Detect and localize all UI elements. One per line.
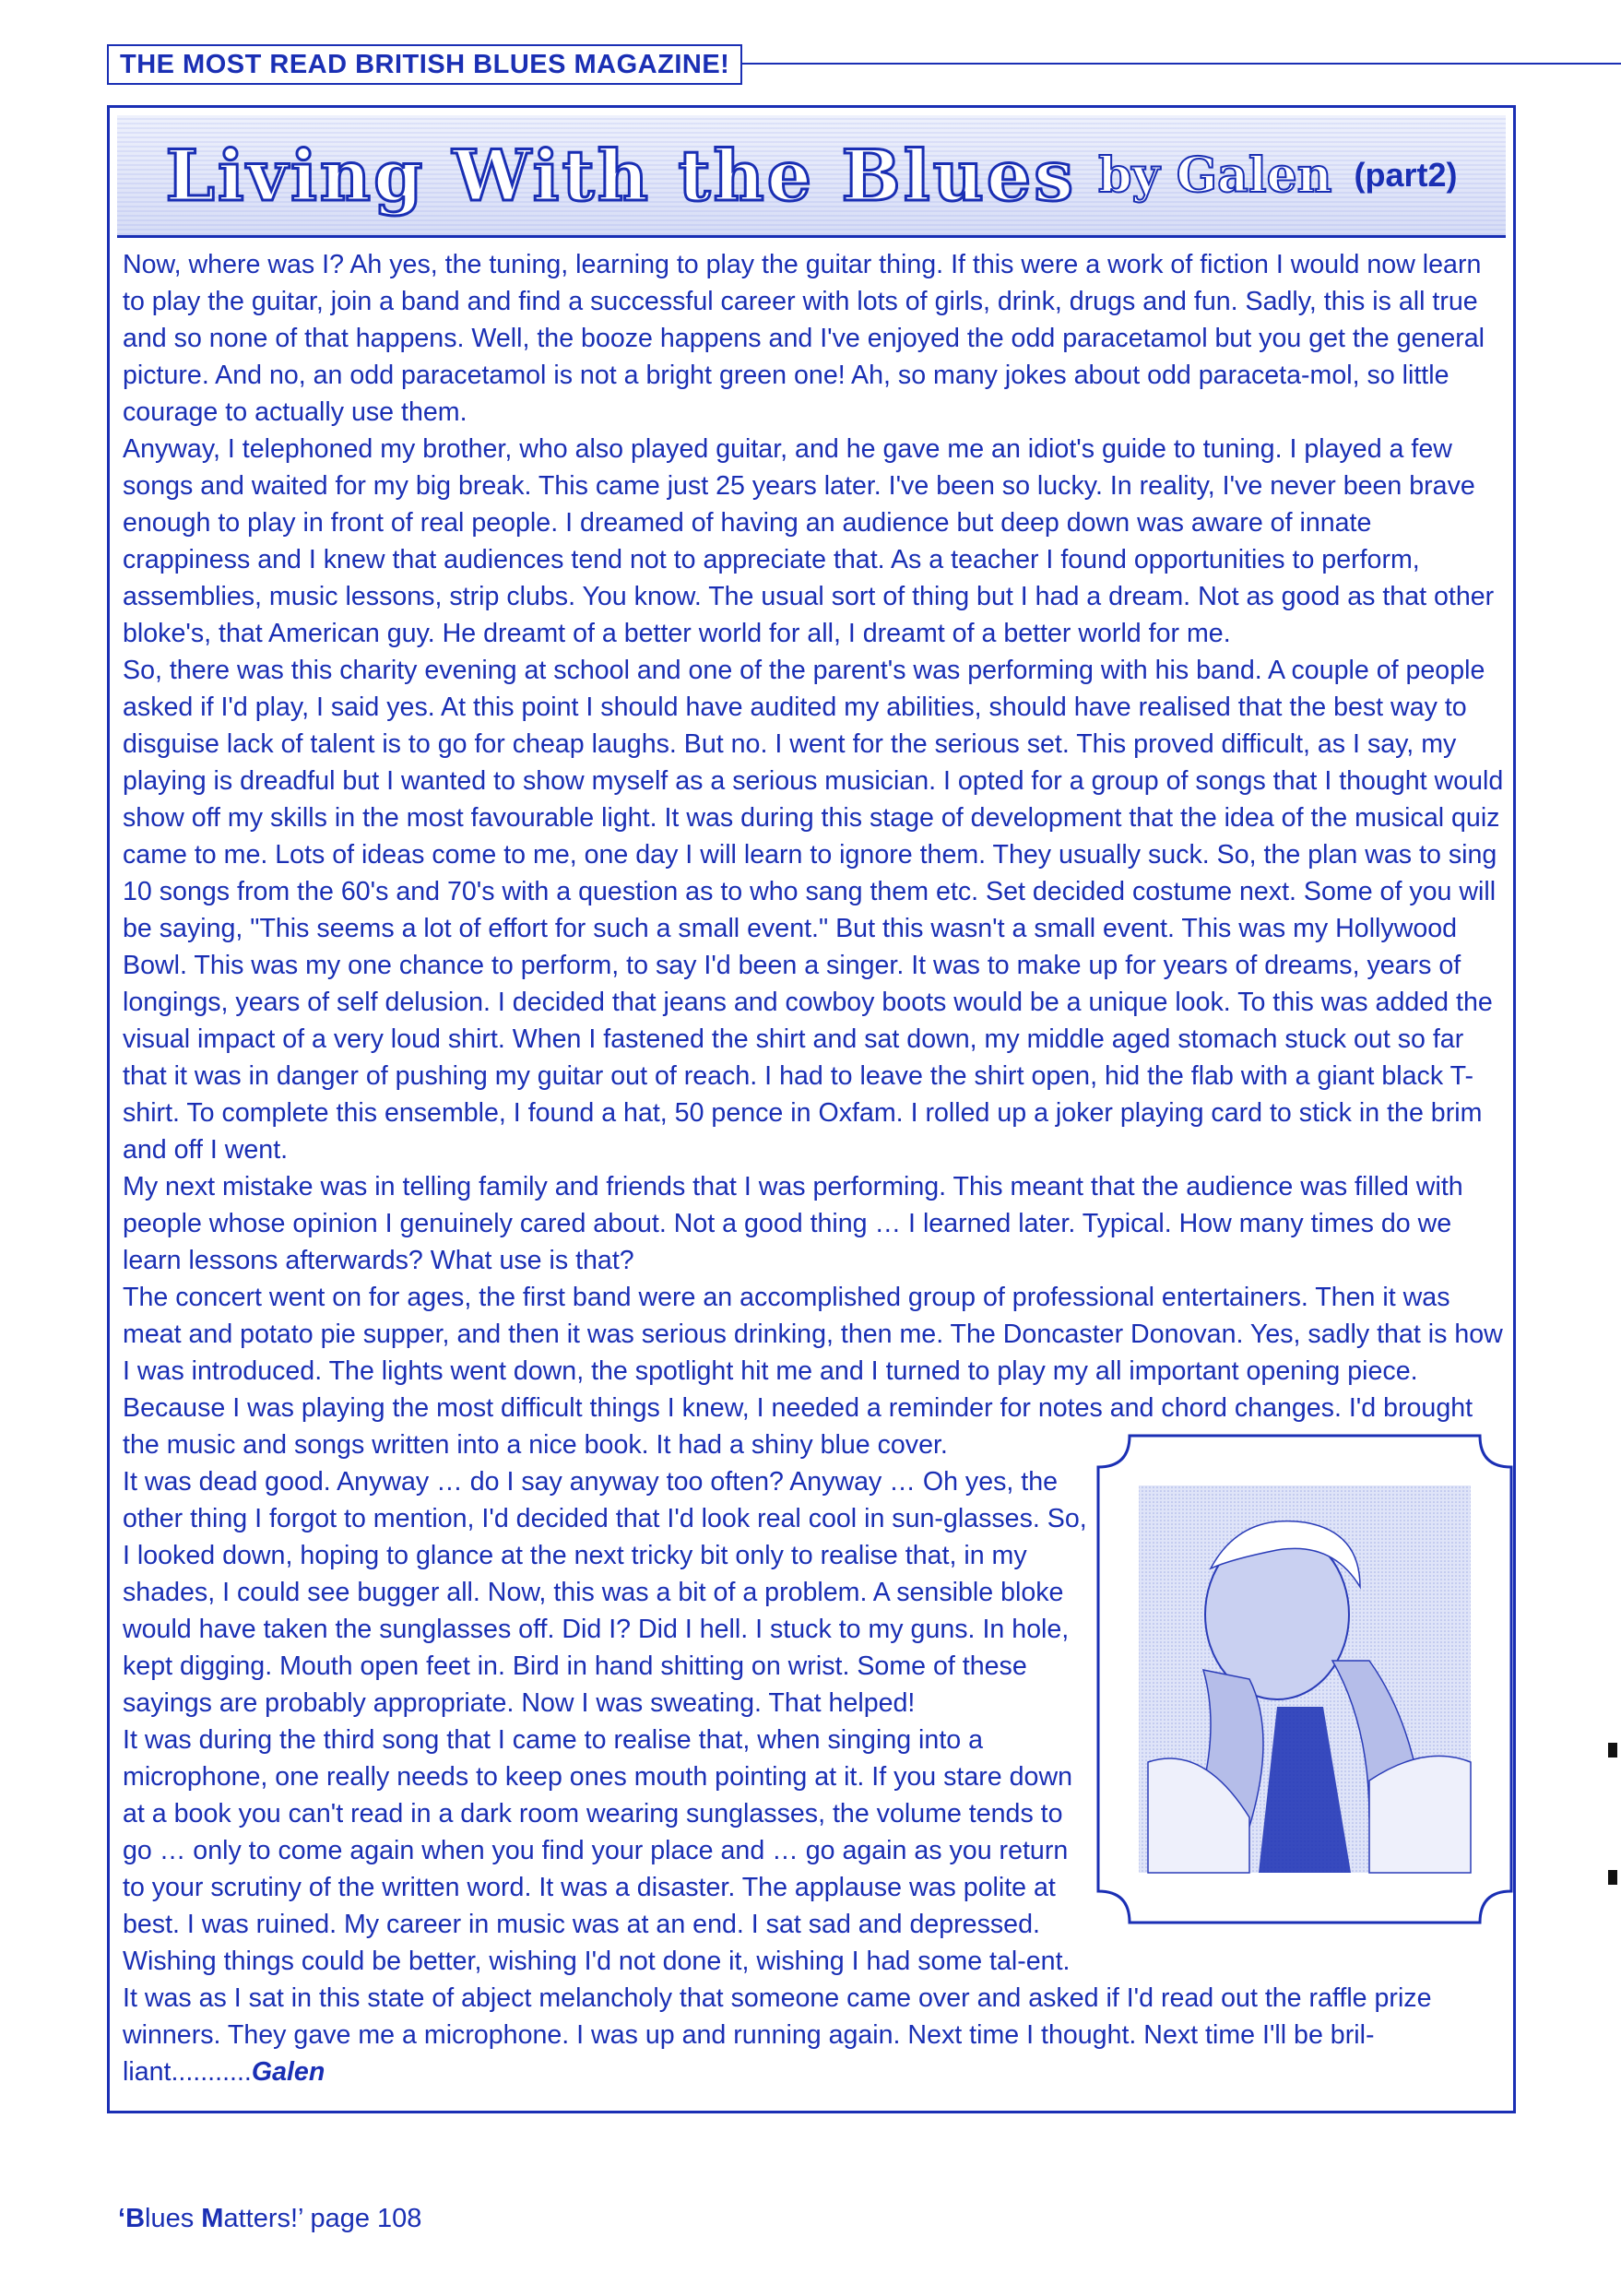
article-byline: by Galen: [1098, 147, 1332, 204]
article-part: (part2): [1354, 156, 1458, 194]
paragraph: My next mistake was in telling family and friends that I was performing. This meant that the audience was filled with people whose opinion I genuinely cared about. Not a good thing … I learned later. Typical. How many times do we learn lessons afterwards? What use is that?: [123, 1172, 1463, 1275]
scan-edge-mark: [1608, 1870, 1617, 1885]
page-number: page 108: [310, 2204, 422, 2233]
page-footer: [118, 2204, 421, 2234]
footer-b: B: [125, 2204, 146, 2233]
paragraph: Anyway, I telephoned my brother, who also played guitar, and he gave me an idiot's guide to tuning. I played a few songs and waited for my big break. This came just 25 years later. I've been so lucky. In reality, I've never been brave enough to play in front of real people. I dreamed of having an audience but deep down was aware of innate crappiness and I knew that audiences tend not to appreciate that. As a teacher I found opportunities to perform, assemblies, music lessons, strip clubs. You know. The usual sort of thing but I had a dream. Not as good as that other bloke's, that American guy. He dreamt of a better world for all, I dreamt of a better world for me.: [123, 434, 1495, 648]
article-frame: [107, 105, 1516, 2113]
author-signature: Galen: [251, 2057, 325, 2087]
paragraph: So, there was this charity evening at school and one of the parent's was performing with his band. A couple of people asked if I'd play, I said yes. At this point I should have audited my abilities, should have realised that the best way to disguise lack of talent is to go for cheap laughs. But no. I went for the serious set. This proved difficult, as I say, my playing is dreadful but I wanted to show myself as a serious musician. I opted for a group of songs that I thought would show off my skills in the most favourable light. It was during this stage of development that the idea of the musical quiz came to me. Lots of ideas come to me, one day I will learn to ignore them. They usually suck. So, the plan was to sing 10 songs from the 60's and 70's with a question as to who sang them etc. Set decided costume next. Some of you will be saying, "This seems a lot of effort for such a small event." But this wasn't a small event. This was my Hollywood Bowl. This was my one chance to perform, to say I'd been a singer. It was to make up for years of dreams, years of longings, years of self delusion. I decided that jeans and cowboy boots would be a unique look. To this was added the visual impact of a very loud shirt. When I fastened the shirt and sat down, my middle aged stomach stuck out so far that it was in danger of pushing my guitar out of reach. I had to leave the shirt open, hid the flab with a giant black T-shirt. To complete this ensemble, I found a hat, 50 pence in Oxfam. I rolled up a joker playing card to stick in the brim and off I went.: [123, 656, 1504, 1165]
article-title-band: [117, 115, 1506, 238]
footer-m: M: [201, 2204, 224, 2233]
paragraph-text: It was during the third song that I came to realise that, when singing into a microphone, one really needs to keep ones mouth pointing at it. If you stare down at a book you can't read in a dark room wearing sunglasses, the volume tends to go … only to come again when you find your place and … go again as you return to your scrutiny of the written word. It was a disaster. The applause was polite at best. I was ruined. My career in music was at an end. I sat sad and depressed. Wishing things could be better, wishing I'd not done it, wishing I had some tal-ent. It was as I sat in this state of abject melancholy that someone came over and asked if I'd read out the raffle prize winners. They gave me a microphone. I was up and running again. Next time I thought. Next time I'll be bril-liant...........: [123, 1725, 1432, 2087]
author-photo: [1093, 1430, 1517, 1928]
footer-quote: ‘: [118, 2204, 126, 2233]
footer-lues: lues: [145, 2204, 202, 2233]
author-photo-icon: [1093, 1430, 1517, 1928]
paragraph: Now, where was I? Ah yes, the tuning, learning to play the guitar thing. If this were a work of fiction I would now learn to play the guitar, join a band and find a successful career with lots of girls, drink, drugs and fun. Sadly, this is all true and so none of that happens. Well, the booze happens and I've enjoyed the odd paracetamol but you get the general picture. And no, an odd paracetamol is not a bright green one! Ah, so many jokes about odd paraceta-mol, so little courage to actually use them.: [123, 250, 1485, 427]
scan-edge-mark: [1608, 1743, 1617, 1758]
masthead-bar: [107, 44, 1621, 85]
masthead-tagline: THE MOST READ BRITISH BLUES MAGAZINE!: [107, 44, 742, 85]
footer-atters: atters!’: [223, 2204, 303, 2233]
article-title: Living With the Blues: [165, 134, 1077, 217]
paragraph: The concert went on for ages, the first band were an accomplished group of professional entertainers. Then it was meat and potato pie supper, and then it was serious drinking, then me. The Doncaster Donovan. Yes, sadly that is how I was introduced. The lights went down, the spotlight hit me and I turned to play my all important opening piece. Because I was playing the most difficult things I knew, I needed a reminder for notes and chord changes. I'd brought the music and songs written into a nice book. It had a shiny blue cover.: [123, 1283, 1503, 1460]
paragraph: It was dead good. Anyway … do I say anyway too often? Anyway … Oh yes, the other thing I forgot to mention, I'd decided that I'd look real cool in sun-glasses. So, I looked down, hoping to glance at the next tricky bit only to realise that, in my shades, I could see bugger all. Now, this was a bit of a problem. A sensible bloke would have taken the sunglasses off. Did I? Did I hell. I stuck to my guns. In hole, kept digging. Mouth open feet in. Bird in hand shitting on wrist. Some of these sayings are probably appropriate. Now I was sweating. That helped!: [123, 1467, 1087, 1718]
